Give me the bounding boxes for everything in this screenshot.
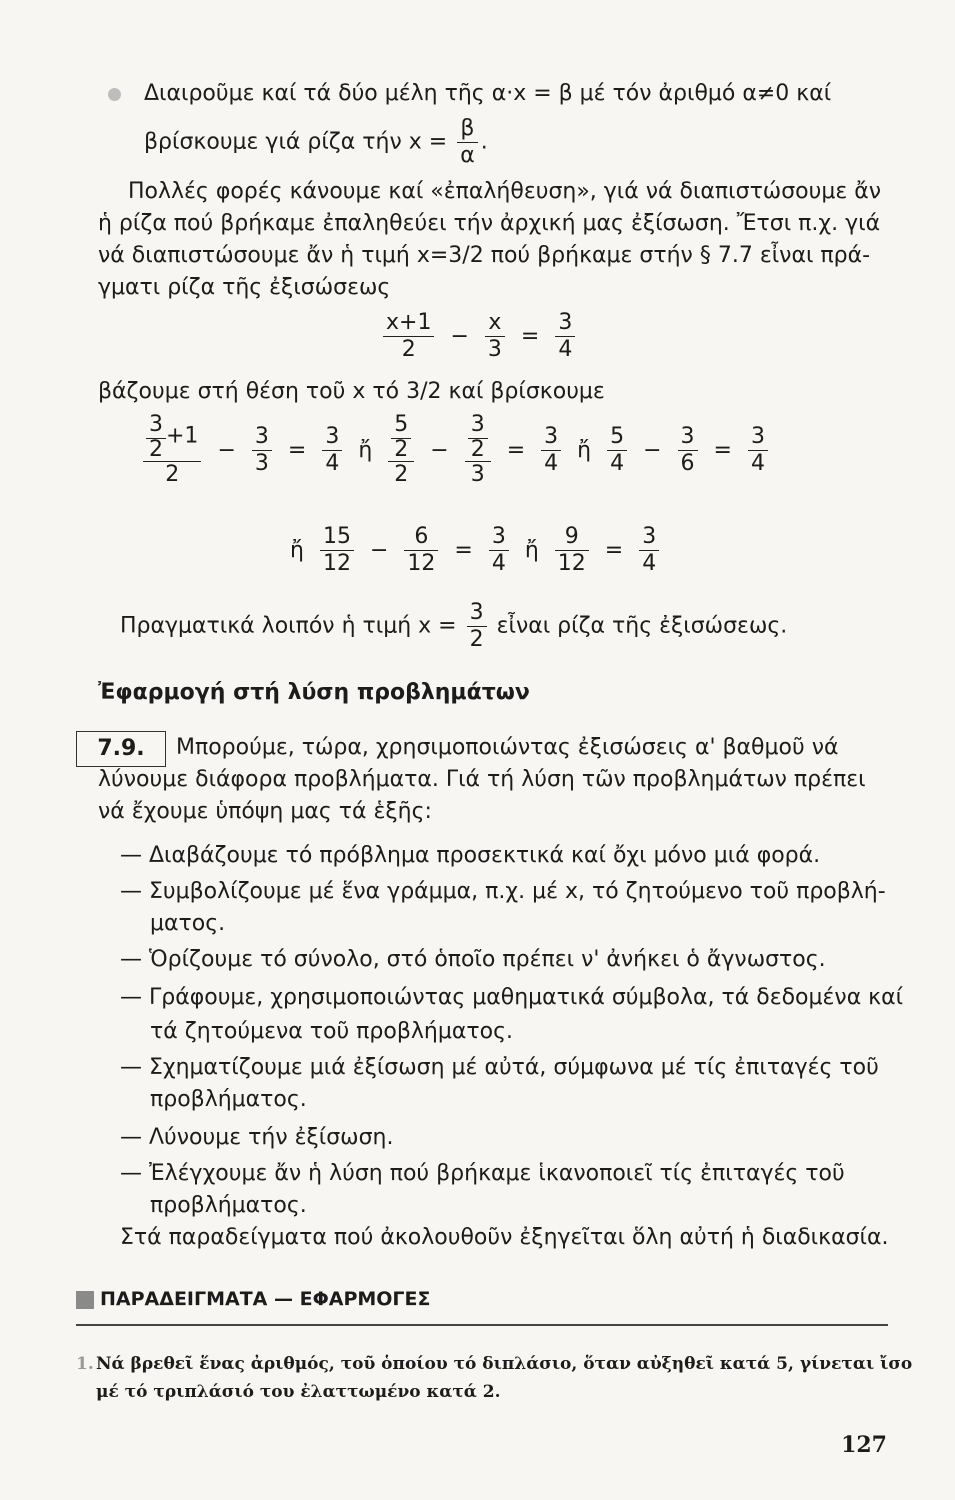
fraction bbox=[639, 524, 659, 577]
fraction-numerator: 3 bbox=[555, 310, 575, 337]
fraction bbox=[322, 424, 342, 477]
equals-sign: = bbox=[506, 437, 526, 463]
minus-sign: − bbox=[217, 437, 236, 463]
section-line-2: λύνουμε διάφορα προβλήματα. Γιά τή λύση τῶν προβλημάτων πρέπει bbox=[98, 767, 866, 792]
step-item-continuation: προβλήματος. bbox=[150, 1193, 307, 1218]
para1-line-4: γματι ρίζα τῆς ἐξισώσεως bbox=[98, 275, 391, 300]
section-line-3: νά ἔχουμε ὑπόψη μας τά ἑξῆς: bbox=[98, 799, 432, 824]
examples-heading: ΠΑΡΑΔΕΙΓΜΑΤΑ — ΕΦΑΡΜΟΓΕΣ bbox=[100, 1288, 431, 1310]
conclusion-line bbox=[120, 600, 787, 653]
compound-fraction bbox=[143, 412, 201, 488]
fraction-denominator: 4 bbox=[610, 450, 625, 476]
intro-line-1: Διαιροῦμε καί τά δύο μέλη τῆς α·x = β μέ τόν ἀριθμό α≠0 καί bbox=[144, 81, 832, 106]
equals-sign: = bbox=[287, 437, 307, 463]
fraction-denominator: 3 bbox=[254, 450, 269, 476]
equation-3 bbox=[284, 524, 662, 577]
fraction-denominator: 4 bbox=[558, 337, 573, 362]
fraction-numerator bbox=[143, 412, 201, 462]
minus-sign: − bbox=[643, 437, 662, 463]
para2: βάζουμε στή θέση τοῦ x τό 3/2 καί βρίσκουμε bbox=[98, 379, 605, 404]
step-item: — Σχηματίζουμε μιά ἐξίσωση μέ αὐτά, σύμφωνα μέ τίς ἐπιταγές τοῦ bbox=[120, 1055, 879, 1080]
fraction-denominator: 2 bbox=[470, 437, 485, 462]
section-number-box: 7.9. bbox=[76, 731, 166, 767]
section-line-1: Μπορούμε, τώρα, χρησιμοποιώντας ἐξισώσεις α' βαθμοῦ νά bbox=[176, 735, 839, 760]
fraction-numerator: 3 bbox=[146, 412, 166, 439]
intro-line-2 bbox=[144, 116, 488, 169]
fraction-numerator: β bbox=[457, 116, 478, 143]
fraction-denominator: 12 bbox=[322, 551, 351, 576]
compound-fraction bbox=[465, 412, 491, 488]
fraction-denominator: 3 bbox=[487, 337, 502, 362]
step-item-continuation: προβλήματος. bbox=[150, 1087, 307, 1112]
para1-line-1: Πολλές φορές κάνουμε καί «ἐπαλήθευση», γιά νά διαπιστώσουμε ἄν bbox=[128, 179, 882, 204]
step-item-continuation: ματος. bbox=[150, 911, 226, 936]
fraction bbox=[541, 424, 561, 477]
fraction-denominator: 2 bbox=[149, 437, 163, 462]
fraction-denominator: 4 bbox=[642, 551, 657, 576]
fraction bbox=[320, 524, 354, 577]
step-item: — Λύνουμε τήν ἐξίσωση. bbox=[120, 1125, 394, 1150]
equals-sign: = bbox=[454, 538, 473, 563]
fraction-numerator: x bbox=[485, 310, 505, 337]
page-number: 127 bbox=[841, 1432, 887, 1458]
equals-sign: = bbox=[604, 538, 624, 563]
intro-line-2-text: βρίσκουμε γιά ρίζα τήν x = bbox=[144, 129, 448, 155]
fraction bbox=[404, 524, 438, 577]
closing-line: Στά παραδείγματα πού ἀκολουθοῦν ἐξηγεῖται ὅλη αὐτή ἡ διαδικασία. bbox=[120, 1225, 889, 1250]
fraction-denominator: 4 bbox=[325, 450, 340, 476]
step-item-continuation: τά ζητούμενα τοῦ προβλήματος. bbox=[150, 1019, 513, 1044]
fraction-numerator bbox=[465, 412, 491, 462]
bullet-dot bbox=[108, 88, 121, 101]
fraction-denominator: 4 bbox=[491, 551, 506, 576]
fraction-denominator: 12 bbox=[557, 551, 586, 576]
fraction-denominator: 2 bbox=[394, 437, 409, 462]
minus-sign: − bbox=[450, 324, 469, 349]
para1-line-3: νά διαπιστώσουμε ἄν ἡ τιμή x=3/2 πού βρήκαμε στήν § 7.7 εἶναι πρά- bbox=[98, 243, 871, 268]
fraction-numerator: 15 bbox=[320, 524, 354, 551]
step-item: — Ἐλέγχουμε ἄν ἡ λύση πού βρήκαμε ἱκανοποιεῖ τίς ἐπιταγές τοῦ bbox=[120, 1161, 845, 1186]
or-word: ἤ bbox=[358, 437, 373, 463]
fraction-numerator: 3 bbox=[639, 524, 659, 551]
fraction-numerator bbox=[388, 412, 414, 462]
fraction-numerator: 3 bbox=[489, 524, 509, 551]
fraction-numerator: 3 bbox=[748, 424, 768, 451]
plus-one: +1 bbox=[166, 423, 199, 449]
fraction-numerator: 3 bbox=[468, 412, 488, 439]
step-item: — Διαβάζουμε τό πρόβλημα προσεκτικά καί ὄχι μόνο μιά φορά. bbox=[120, 843, 821, 868]
fraction-denominator: 2 bbox=[469, 627, 484, 652]
fraction-numerator: 3 bbox=[541, 424, 561, 451]
step-item: — Γράφουμε, χρησιμοποιώντας μαθηματικά σύμβολα, τά δεδομένα καί bbox=[120, 985, 904, 1010]
fraction-denominator: 2 bbox=[165, 462, 180, 487]
step-item: — Συμβολίζουμε μέ ἕνα γράμμα, π.χ. μέ x, τό ζητούμενο τοῦ προβλή- bbox=[120, 879, 886, 904]
para1-line-2: ἡ ρίζα πού βρήκαμε ἐπαληθεύει τήν ἀρχική μας ἐξίσωση. Ἔτσι π.χ. γιά bbox=[98, 211, 881, 236]
exercise-number: 1. bbox=[76, 1354, 94, 1374]
fraction bbox=[555, 524, 589, 577]
fraction bbox=[485, 310, 505, 363]
fraction-numerator: 9 bbox=[555, 524, 589, 551]
fraction-numerator: 3 bbox=[467, 600, 487, 627]
equals-sign: = bbox=[520, 324, 540, 349]
step-item: — Ὁρίζουμε τό σύνολο, στό ὁποῖο πρέπει ν' ἀνήκει ὁ ἄγνωστος. bbox=[120, 947, 826, 972]
fraction-numerator: 5 bbox=[607, 424, 627, 451]
compound-fraction bbox=[388, 412, 414, 488]
fraction-numerator: x+1 bbox=[383, 310, 434, 337]
fraction-denominator: 2 bbox=[394, 462, 409, 487]
fraction bbox=[489, 524, 509, 577]
divider bbox=[76, 1324, 888, 1326]
or-word: ἤ bbox=[290, 538, 304, 563]
minus-sign: − bbox=[369, 538, 389, 563]
fraction bbox=[748, 424, 768, 477]
fraction-numerator: 3 bbox=[322, 424, 342, 451]
fraction bbox=[383, 310, 434, 363]
square-bullet-icon bbox=[76, 1291, 94, 1309]
fraction-numerator: 3 bbox=[252, 424, 272, 451]
fraction bbox=[468, 412, 488, 461]
period: . bbox=[480, 129, 488, 155]
fraction-denominator: 2 bbox=[401, 337, 416, 362]
fraction-numerator: 3 bbox=[678, 424, 698, 451]
fraction-numerator: 5 bbox=[391, 412, 411, 439]
equation-1 bbox=[380, 310, 578, 363]
fraction-denominator: α bbox=[460, 143, 475, 168]
section-heading: Ἐφαρμογή στή λύση προβλημάτων bbox=[98, 680, 530, 705]
fraction bbox=[391, 412, 411, 461]
fraction bbox=[555, 310, 575, 363]
fraction-denominator: 4 bbox=[750, 450, 765, 476]
equation-2 bbox=[140, 412, 771, 488]
fraction bbox=[678, 424, 698, 477]
conclusion-prefix: Πραγματικά λοιπόν ἡ τιμή x = bbox=[120, 613, 457, 639]
exercise-line-2: μέ τό τριπλάσιό του ἐλαττωμένο κατά 2. bbox=[96, 1382, 501, 1402]
minus-sign: − bbox=[430, 437, 449, 463]
exercise-line-1: Νά βρεθεῖ ἕνας ἀριθμός, τοῦ ὁποίου τό διπλάσιο, ὅταν αὐξηθεῖ κατά 5, γίνεται ἴσο bbox=[96, 1354, 913, 1374]
fraction-beta-over-alpha bbox=[457, 116, 478, 169]
fraction-denominator: 6 bbox=[680, 450, 695, 476]
fraction bbox=[146, 412, 166, 461]
fraction-numerator: 6 bbox=[404, 524, 438, 551]
fraction-denominator: 3 bbox=[470, 462, 485, 487]
fraction-denominator: 12 bbox=[407, 551, 436, 576]
fraction bbox=[607, 424, 627, 477]
fraction-three-halves bbox=[467, 600, 487, 653]
equals-sign: = bbox=[713, 437, 732, 463]
fraction-denominator: 4 bbox=[544, 450, 559, 476]
or-word: ἤ bbox=[577, 437, 592, 463]
or-word: ἤ bbox=[524, 538, 539, 563]
conclusion-suffix: εἶναι ρίζα τῆς ἐξισώσεως. bbox=[496, 613, 788, 639]
fraction bbox=[252, 424, 272, 477]
